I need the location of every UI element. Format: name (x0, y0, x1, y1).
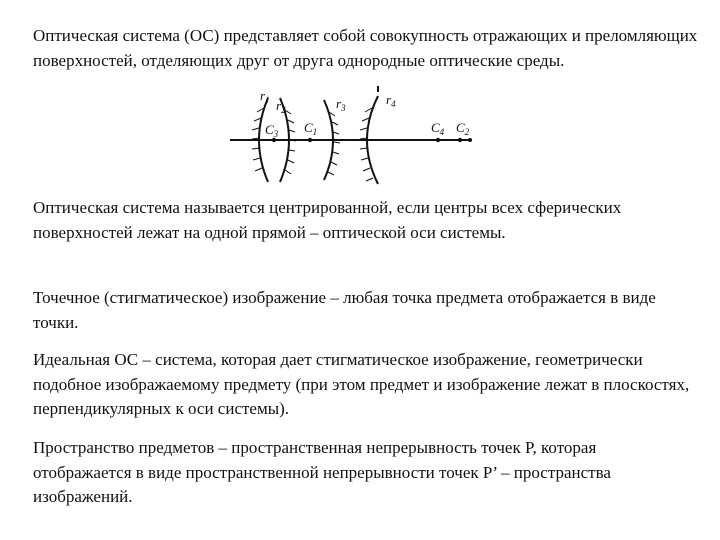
label-c4: $C_4$ (431, 120, 445, 137)
intro-paragraph: Оптическая система (ОС) представляет собой совокупность отражающих и преломляющих поверхностей, отделяющих друг от друга однородные оптические среды. (33, 26, 698, 70)
center-c1-point (308, 138, 312, 142)
label-r1: $r_1$ (260, 88, 270, 105)
ideal-system-paragraph: Идеальная ОС – система, которая дает стигматическое изображение, геометрически подобное изображаемому предмету (при этом предмет и изображение лежат в плоскостях, перпендикулярных к оси системы). (33, 350, 690, 418)
label-r4: $r_4$ (386, 92, 396, 109)
centered-system-paragraph: Оптическая система называется центрированной, если центры всех сферических поверхностей лежат на одной прямой – оптической оси системы. (33, 198, 622, 242)
label-c2: $C_2$ (456, 120, 470, 137)
label-r2: $r_2$ (276, 98, 286, 115)
axis-end-dot (468, 138, 472, 142)
label-c3: $C_3$ (265, 122, 279, 139)
point-image-paragraph: Точечное (стигматическое) изображение – любая точка предмета отображается в виде точки. (33, 288, 656, 332)
label-c1: $C_1$ (304, 120, 318, 137)
label-r3: $r_3$ (336, 96, 346, 113)
center-c2-point (458, 138, 462, 142)
centered-optical-system-diagram (228, 86, 480, 194)
center-c4-point (436, 138, 440, 142)
object-image-spaces-paragraph: Пространство предметов – пространственная непрерывность точек P, которая отображается в виде пространственной непрерывности точек P’ – пространства изображений. (33, 438, 611, 506)
